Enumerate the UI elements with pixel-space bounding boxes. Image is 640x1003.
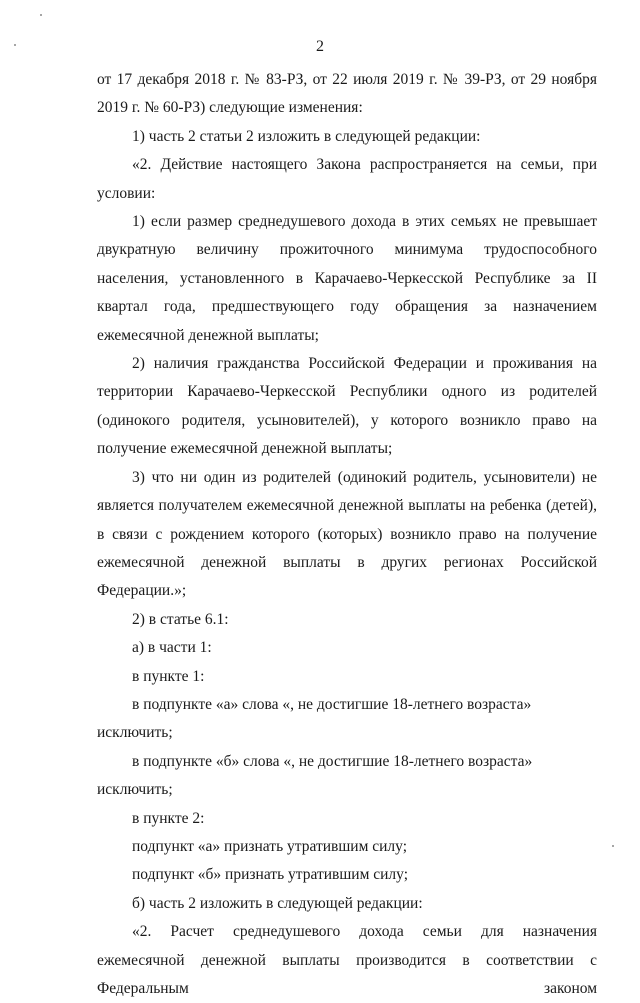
scan-speck: [612, 845, 614, 847]
paragraph-part-1: а) в части 1:: [132, 639, 212, 657]
paragraph-subpoint-b: в подпункте «б» слова «, не достигшие 18-летнего возраста» исключить;: [97, 752, 533, 799]
paragraph-quote-part-2: «2. Расчет среднедушевого дохода семьи для назначения ежемесячной денежной выплаты производится в соответствии с Федеральным законом: [97, 923, 597, 997]
scan-speck: [40, 14, 42, 16]
paragraph-continuation: от 17 декабря 2018 г. № 83-РЗ, от 22 июля 2019 г. № 39-РЗ, от 29 ноября 2019 г. № 60-РЗ) следующие изменения:: [97, 71, 597, 117]
paragraph-quote-start: «2. Действие настоящего Закона распространяется на семьи, при условии:: [97, 156, 597, 202]
paragraph-condition-2: 2) наличия гражданства Российской Федерации и проживания на территории Карачаево-Черкесской Республики одного из родителей (одинокого родителя, усыновителей), у которого возникло право на получение ежемесячной денежной выплаты;: [97, 355, 597, 458]
paragraph-part-2: б) часть 2 изложить в следующей редакции:: [132, 894, 423, 912]
paragraph-condition-3: 3) что ни один из родителей (одинокий родитель, усыновители) не является получателем ежемесячной денежной выплаты на ребенка (детей), в связи с рождением которого (которых) возникло право на получение ежемесячной денежной выплаты в других регионах Российской Федерации.»;: [97, 468, 597, 600]
paragraph-repeal-b: подпункт «б» признать утратившим силу;: [132, 866, 409, 884]
paragraph-amendment-2: 2) в статье 6.1:: [132, 610, 229, 628]
paragraph-amendment-1: 1) часть 2 статьи 2 изложить в следующей редакции:: [132, 127, 481, 145]
paragraph-condition-1: 1) если размер среднедушевого дохода в этих семьях не превышает двукратную величину прожиточного минимума трудоспособного населения, установленного в Карачаево-Черкесской Республике за II квартал года, предшествующего году обращения за назначением ежемесячной денежной выплаты;: [97, 213, 597, 344]
paragraph-subpoint-a: в подпункте «а» слова «, не достигшие 18-летнего возраста» исключить;: [97, 695, 532, 742]
paragraph-point-2: в пункте 2:: [132, 809, 205, 827]
document-body: [97, 66, 597, 1003]
paragraph-point-1: в пункте 1:: [132, 667, 205, 685]
page-number: 2: [316, 38, 324, 55]
paragraph-repeal-a: подпункт «а» признать утратившим силу;: [132, 837, 408, 855]
